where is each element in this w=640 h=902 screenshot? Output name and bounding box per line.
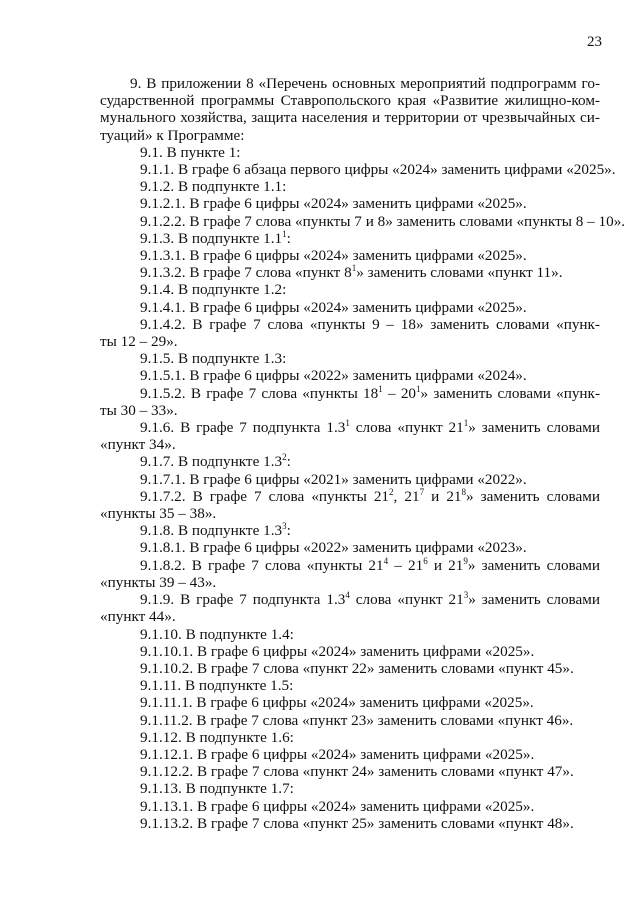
document-line: 9.1.3.1. В графе 6 цифры «2024» заменить цифрами «2025». [140,247,527,265]
document-line: 9.1.10. В подпункте 1.4: [140,625,294,643]
document-line: 9.1.2.2. В графе 7 слова «пункты 7 и 8» заменить словами «пункты 8 – 10». [140,212,626,230]
document-line: 9.1.7.1. В графе 6 цифры «2021» заменить цифрами «2022». [140,470,527,488]
document-line: 9.1. В пункте 1: [140,143,241,161]
superscript: 8 [461,486,467,497]
document-line: 9.1.5.1. В графе 6 цифры «2022» заменить цифрами «2024». [140,367,527,385]
superscript: 1 [345,418,350,429]
document-line: 9.1.6. В графе 7 подпункта $1.3^1$ слова «пункт $21^1$» заменить словами [140,418,600,437]
document-line: 9.1.12.2. В графе 7 слова «пункт 24» заменить словами «пункт 47». [140,763,574,781]
document-line: 9.1.5.2. В графе 7 слова «пункты $18^1 - 20^1$» заменить словами «пунк- [140,383,600,402]
document-line: 9.1.2. В подпункте 1.1: [140,178,287,196]
document-line: 9.1.9. В графе 7 подпункта $1.3^4$ слова «пункт $21^3$» заменить словами [140,590,600,609]
document-line: 9.1.13.2. В графе 7 слова «пункт 25» заменить словами «пункт 48». [140,814,574,832]
document-line: 9.1.2.1. В графе 6 цифры «2024» заменить цифрами «2025». [140,195,527,213]
document-line: 9.1.8.1. В графе 6 цифры «2022» заменить цифрами «2023». [140,539,527,557]
superscript: 3 [282,521,287,532]
superscript: 4 [345,590,350,601]
document-line: 9.1.5. В подпункте 1.3: [140,350,287,368]
document-line: ты 12 – 29». [100,333,178,351]
document-line: 9.1.11.2. В графе 7 слова «пункт 23» заменить словами «пункт 46». [140,711,574,729]
document-line: 9.1.7. В подпункте $1.3^2$: [140,452,291,471]
superscript: 1 [351,263,357,274]
superscript: 7 [419,486,425,497]
document-line: 9.1.12. В подпункте 1.6: [140,728,294,746]
document-line: 9.1.10.2. В графе 7 слова «пункт 22» заменить словами «пункт 45». [140,659,574,677]
superscript: 6 [423,555,428,566]
superscript: 1 [282,228,287,239]
superscript: 2 [389,486,394,497]
document-line: «пункты 35 – 38». [100,505,217,523]
document-line: 9.1.11.1. В графе 6 цифры «2024» заменить цифрами «2025». [140,694,534,712]
document-line: сударственной программы Ставропольского края «Развитие жилищно-ком- [100,92,600,110]
superscript: 1 [463,418,469,429]
document-line: 9.1.8.2. В графе 7 слова «пункты $21^4 - 21^6$ и $21^9$» заменить словами [140,555,600,574]
document-line: 9.1.4.2. В графе 7 слова «пункты 9 – 18» заменить словами «пунк- [140,315,600,333]
superscript: 1 [378,383,383,394]
document-line: 9.1.11. В подпункте 1.5: [140,677,294,695]
document-line: 9.1.8. В подпункте $1.3^3$: [140,521,291,540]
document-line: «пункт 34». [100,436,176,454]
document-line: 9.1.3. В подпункте $1.1^1$: [140,228,291,247]
document-line: 9. В приложении 8 «Перечень основных мероприятий подпрограмм го- [130,75,600,92]
document-line: «пункт 44». [100,608,176,626]
document-line: 9.1.10.1. В графе 6 цифры «2024» заменить цифрами «2025». [140,642,535,660]
document-line: мунального хозяйства, защита населения и территории от чрезвычайных си- [100,109,600,127]
document-line: ты 30 – 33». [100,401,178,419]
document-line: туаций» к Программе: [100,126,245,144]
document-line: 9.1.4. В подпункте 1.2: [140,281,287,299]
document-line: 9.1.12.1. В графе 6 цифры «2024» заменить цифрами «2025». [140,745,535,763]
document-line: 9.1.7.2. В графе 7 слова «пункты $21^2$, $21^7$ и $21^8$» заменить словами [140,486,600,505]
document-line: 9.1.13.1. В графе 6 цифры «2024» заменить цифрами «2025». [140,797,535,815]
document-line: 9.1.13. В подпункте 1.7: [140,780,294,798]
page-number: 23 [587,34,602,50]
document-line: «пункты 39 – 43». [100,573,217,591]
superscript: 4 [383,555,389,566]
superscript: 9 [463,555,468,566]
document-line: 9.1.4.1. В графе 6 цифры «2024» заменить цифрами «2025». [140,298,527,316]
document-line: 9.1.1. В графе 6 абзаца первого цифры «2024» заменить цифрами «2025». [140,161,616,179]
superscript: 2 [282,452,287,463]
superscript: 3 [463,590,469,601]
superscript: 1 [416,383,421,394]
document-line: 9.1.3.2. В графе 7 слова «пункт $8^1$» заменить словами «пункт 11». [140,263,563,282]
document-body [100,75,626,832]
